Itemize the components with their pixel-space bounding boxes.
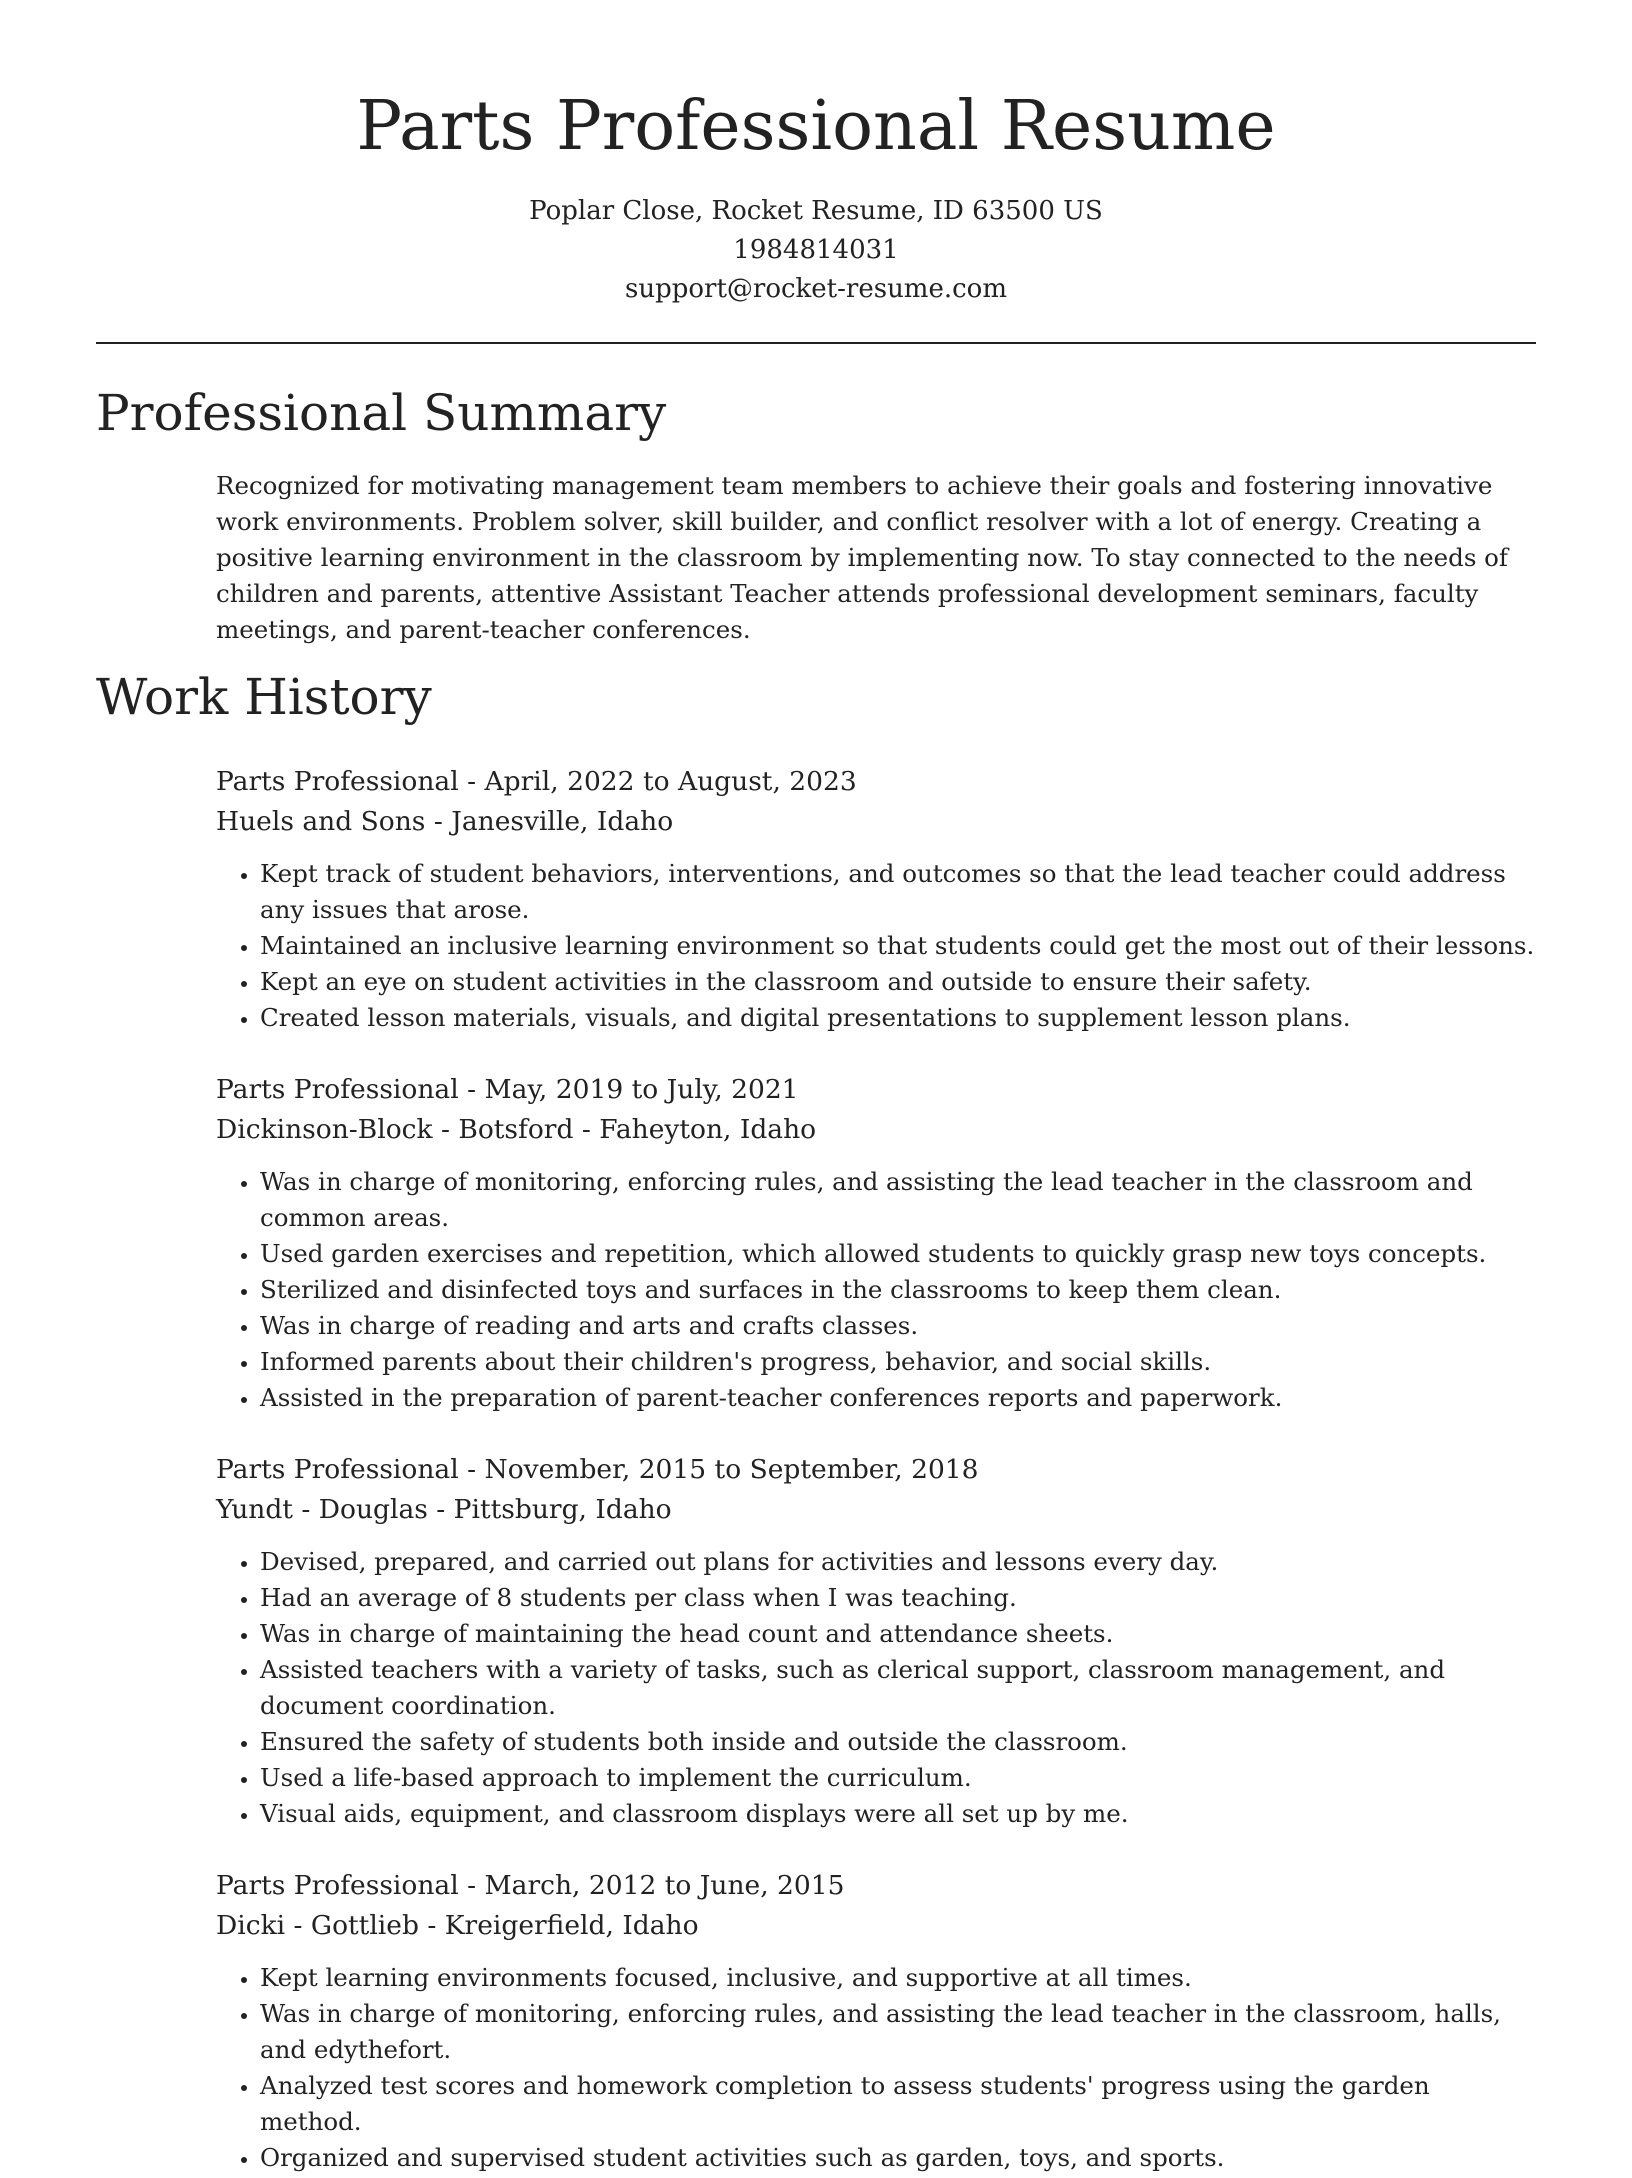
job-title-line: Parts Professional - May, 2019 to July, 2021 <box>216 1074 799 1105</box>
job-duty-item: • Kept an eye on student activities in the classroom and outside to ensure their safety. <box>260 964 1536 1000</box>
job-company: Dicki - Gottlieb <box>216 1910 419 1941</box>
job-duty-item: • Visual aids, equipment, and classroom displays were all set up by me. <box>260 1796 1536 1832</box>
job-entry <box>216 1450 1536 1832</box>
section-title-summary: Professional Summary <box>96 384 667 442</box>
job-company-line: Dickinson-Block - Botsford - Faheyton, Idaho <box>216 1114 817 1145</box>
job-position: Parts Professional <box>216 766 459 797</box>
email-address: support@rocket-resume.com <box>624 274 1007 304</box>
job-duty-item: • Ensured the safety of students both inside and outside the classroom. <box>260 1724 1536 1760</box>
job-dates: March, 2012 to June, 2015 <box>484 1870 845 1901</box>
job-position: Parts Professional <box>216 1074 459 1105</box>
resume-header <box>0 0 1632 309</box>
job-position: Parts Professional <box>216 1454 459 1485</box>
job-duties-list <box>216 1164 1536 1416</box>
address: Poplar Close, Rocket Resume, ID 63500 US <box>529 196 1103 226</box>
job-entry <box>216 1070 1536 1416</box>
job-position: Parts Professional <box>216 1870 459 1901</box>
professional-summary-section <box>96 382 1536 648</box>
job-duty-item: • Analyzed test scores and homework completion to assess students' progress using the garden method. <box>260 2068 1536 2140</box>
job-duty-item: • Had an average of 8 students per class when I was teaching. <box>260 1580 1536 1616</box>
job-duty-item: • Informed parents about their children's progress, behavior, and social skills. <box>260 1344 1536 1380</box>
job-entry <box>216 1866 1536 2176</box>
job-duty-item: • Created lesson materials, visuals, and digital presentations to supplement lesson plans. <box>260 1000 1536 1036</box>
job-dates: April, 2022 to August, 2023 <box>484 766 857 797</box>
job-company: Dickinson-Block - Botsford <box>216 1114 574 1145</box>
job-location: Pittsburg, Idaho <box>453 1494 672 1525</box>
job-company-line: Dicki - Gottlieb - Kreigerfield, Idaho <box>216 1910 699 1941</box>
job-duty-item: • Assisted teachers with a variety of tasks, such as clerical support, classroom management, and document coordination. <box>260 1652 1536 1724</box>
job-location: Kreigerfield, Idaho <box>444 1910 699 1941</box>
job-entry <box>216 762 1536 1036</box>
job-duty-item: • Was in charge of monitoring, enforcing rules, and assisting the lead teacher in the classroom, halls, and edythefort. <box>260 1996 1536 2068</box>
job-duty-item: • Assisted in the preparation of parent-teacher conferences reports and paperwork. <box>260 1380 1536 1416</box>
contact-info <box>0 192 1632 309</box>
job-duty-item: • Was in charge of reading and arts and crafts classes. <box>260 1308 1536 1344</box>
job-company: Yundt - Douglas <box>216 1494 428 1525</box>
job-location: Janesville, Idaho <box>451 806 674 837</box>
job-duty-item: • Sterilized and disinfected toys and surfaces in the classrooms to keep them clean. <box>260 1272 1536 1308</box>
job-duty-item: • Used garden exercises and repetition, which allowed students to quickly grasp new toys concepts. <box>260 1236 1536 1272</box>
work-history-section <box>96 666 1536 2176</box>
job-company-line: Yundt - Douglas - Pittsburg, Idaho <box>216 1494 672 1525</box>
job-duties-list <box>216 1960 1536 2176</box>
phone-number: 1984814031 <box>733 235 899 265</box>
job-company-line: Huels and Sons - Janesville, Idaho <box>216 806 674 837</box>
job-duties-list <box>216 856 1536 1036</box>
job-duty-item: • Used a life-based approach to implement the curriculum. <box>260 1760 1536 1796</box>
job-duty-item: • Maintained an inclusive learning environment so that students could get the most out of their lessons. <box>260 928 1536 964</box>
job-duty-item: • Organized and supervised student activities such as garden, toys, and sports. <box>260 2140 1536 2176</box>
job-location: Faheyton, Idaho <box>599 1114 817 1145</box>
job-duty-item: • Kept learning environments focused, inclusive, and supportive at all times. <box>260 1960 1536 1996</box>
job-company: Huels and Sons <box>216 806 426 837</box>
job-title-line: Parts Professional - April, 2022 to August, 2023 <box>216 766 857 797</box>
job-duty-item: • Devised, prepared, and carried out plans for activities and lessons every day. <box>260 1544 1536 1580</box>
job-title-line: Parts Professional - November, 2015 to September, 2018 <box>216 1454 979 1485</box>
job-duty-item: • Was in charge of monitoring, enforcing rules, and assisting the lead teacher in the classroom and common areas. <box>260 1164 1536 1236</box>
job-duty-item: • Was in charge of maintaining the head count and attendance sheets. <box>260 1616 1536 1652</box>
job-duties-list <box>216 1544 1536 1832</box>
job-dates: November, 2015 to September, 2018 <box>484 1454 979 1485</box>
job-duty-item: • Kept track of student behaviors, interventions, and outcomes so that the lead teacher could address any issues that arose. <box>260 856 1536 928</box>
header-divider <box>96 342 1536 344</box>
resume-title: Parts Professional Resume <box>356 87 1276 166</box>
summary-text: Recognized for motivating management team members to achieve their goals and fostering innovative work environments. Problem solver, skill builder, and conflict resolver with a lot of energy. Creating a positive learning environment in the classroom by implementing now. To stay connected to the needs of children and parents, attentive Assistant Teacher attends professional development seminars, faculty meetings, and parent-teacher conferences. <box>216 471 1509 644</box>
job-dates: May, 2019 to July, 2021 <box>484 1074 799 1105</box>
job-list <box>96 762 1536 2176</box>
section-title-work-history: Work History <box>96 668 432 726</box>
job-title-line: Parts Professional - March, 2012 to June, 2015 <box>216 1870 845 1901</box>
